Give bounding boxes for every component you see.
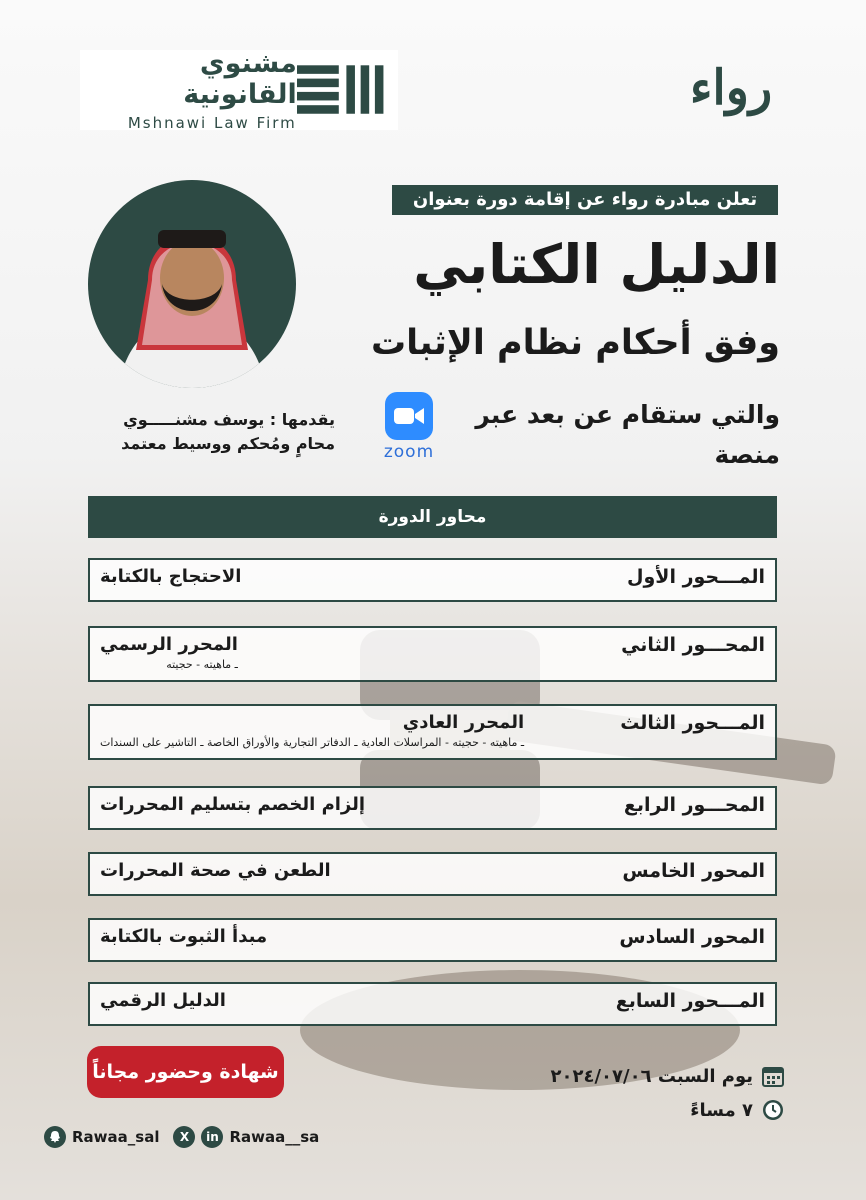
time-row [500,1096,785,1124]
axis-name: المـــحور الثالث [620,712,765,734]
firm-name-arabic: مشنوي القانونية [183,48,297,110]
axis-topic: الطعن في صحة المحررات [100,860,331,881]
course-title: الدليل الكتابي [413,233,780,296]
axis-topic: المحرر العادي [402,712,525,733]
axis-topic: مبدأ الثبوت بالكتابة [100,926,268,947]
presenter-avatar [88,180,296,388]
zoom-icon [385,392,433,440]
firm-name [88,48,297,132]
snapchat-handle[interactable]: Rawaa_sal [72,1128,160,1146]
axis-name: المـــحور السابع [615,990,765,1012]
axis-row [88,558,777,602]
presenter-info [90,408,335,456]
calendar-icon [761,1064,785,1088]
axis-name: المحور السادس [619,926,765,948]
axis-topic: المحرر الرسمي [100,634,238,655]
firm-logo-icon [297,62,388,118]
axis-row [88,626,777,682]
axis-row [88,852,777,896]
axis-row [88,918,777,962]
law-firm-logo [80,50,398,130]
free-certificate-badge: شهادة وحضور مجاناً [87,1046,284,1098]
axis-topic: الاحتجاج بالكتابة [100,566,242,587]
axis-row [88,982,777,1026]
axis-details: ـ ماهيته - حجيته - المراسلات العادية ـ الدفاتر التجارية والأوراق الخاصة ـ التاشير على السندات [100,736,525,749]
axis-details: ـ ماهيته - حجيته [166,658,238,671]
axis-name: المـــحور الأول [627,566,765,588]
axis-name: المحـــور الرابع [623,794,765,816]
axis-name: المحور الخامس [622,860,765,882]
announcement-banner: تعلن مبادرة رواء عن إقامة دورة بعنوان [392,185,778,215]
zoom-logo [376,392,442,466]
date-row [500,1062,785,1090]
platform-text: والتي ستقام عن بعد عبر منصة [475,400,780,469]
presenter-role: محامٍ ومُحكم ووسيط معتمد [121,434,335,453]
event-date: يوم السبت ٢٠٢٤/٠٧/٠٦ [550,1065,753,1087]
event-time: ٧ مساءً [690,1099,753,1121]
axis-row [88,786,777,830]
axis-topic: إلزام الخصم بتسليم المحررات [100,794,366,815]
x-linkedin-handle[interactable]: Rawaa__sa [229,1128,320,1146]
axis-row [88,704,777,760]
rawaa-logo: رواء [689,60,773,116]
presenter-name: يقدمها : يوسف مشنـــــوي [123,410,335,429]
clock-icon [761,1098,785,1122]
course-subtitle: وفق أحكام نظام الإثبات [371,323,780,363]
snapchat-icon[interactable] [44,1126,66,1148]
zoom-label: zoom [383,442,435,462]
axis-name: المحـــور الثاني [621,634,765,656]
linkedin-icon[interactable]: in [201,1126,223,1148]
axes-heading: محاور الدورة [88,496,777,538]
firm-name-english: Mshnawi Law Firm [127,114,297,132]
x-icon[interactable]: X [173,1126,195,1148]
social-links [44,1123,327,1151]
axis-topic: الدليل الرقمي [100,990,226,1011]
